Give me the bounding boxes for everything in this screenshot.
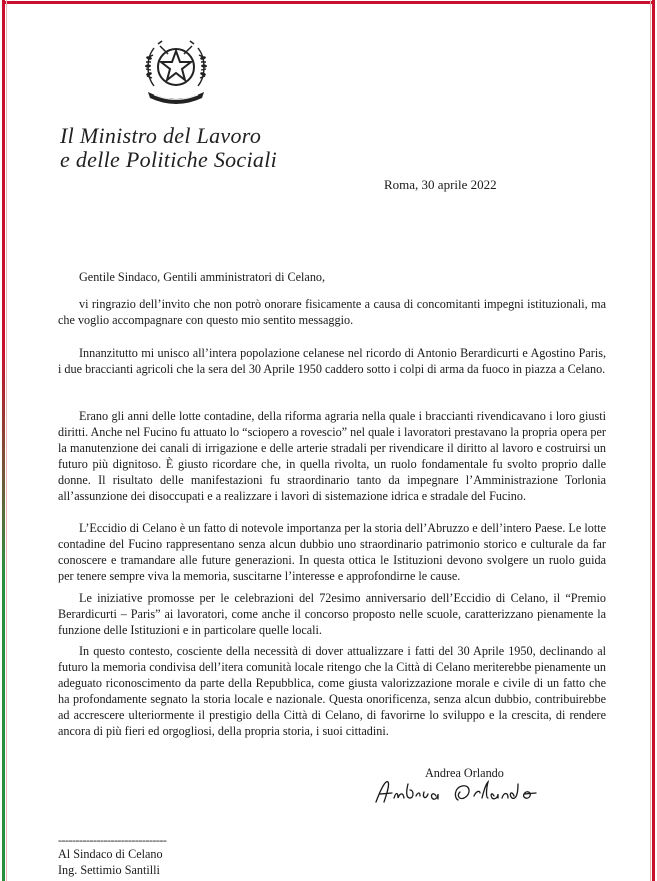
recipient-line1: Al Sindaco di Celano [58,847,163,861]
paragraph-5 [58,590,606,638]
ministry-title-line2: e delle Politiche Sociali [60,147,278,172]
paragraph-1 [58,296,606,328]
border-top-red [2,1,655,4]
border-inner-right [650,0,651,881]
paragraph-2 [58,345,606,377]
ministry-title-line1: Il Ministro del Lavoro [60,123,262,148]
handwritten-signature [370,776,550,808]
letter-date: Roma, 30 aprile 2022 [384,177,497,192]
paragraph-4 [58,520,606,584]
recipient-line2: Ing. Settimio Santilli [58,863,160,877]
paragraph-1-text: vi ringrazio dell’invito che non potrò onorare fisicamente a causa di concomitanti impegni istituzionali, ma che voglio accompagnare con questo mio sentito messaggio. [58,297,606,327]
border-right-red [652,0,655,881]
paragraph-3 [58,408,606,504]
paragraph-6-text: In questo contesto, cosciente della necessità di dover attualizzare i fatti del 30 Aprile 1950, declinando al futuro la memoria condivisa dell’itera comunità locale ritengo che la Città di Celano meriterebbe pienamente un adeguato riconoscimento da parte della Repubblica, come giusta valorizzazione morale e civile di un fatto che ha profondamente segnato la storia locale e nazionale. Questa onorificenza, senza alcun dubbio, contribuirebbe ad accrescere ulteriormente il prestigio della Città di Celano, di favorirne lo sviluppo e la crescita, di rendere ancora di più fieri ed orgogliosi, della propria storia, i suoi cittadini. [58,644,606,738]
paragraph-5-text: Le iniziative promosse per le celebrazioni del 72esimo anniversario dell’Eccidio di Celano, il “Premio Berardicurti – Paris” ai lavoratori, come anche il concorso proposto nelle scuole, caratterizzano pienamente la funzione delle Istituzioni e in particolare quelle locali. [58,591,606,637]
paragraph-3-text: Erano gli anni delle lotte contadine, della riforma agraria nella quale i braccianti rivendicavano i loro giusti diritti. Anche nel Fucino fu attuato lo “sciopero a rovescio” nel quale i lavoratori prestavano la propria opera per la manutenzione dei canali di irrigazione e delle arterie stradali per rivendicare il diritto al lavoro e costruirsi un futuro più dignitoso. È giusto ricordare che, in quella rivolta, un ruolo fondamentale fu svolto proprio dalle donne. Il risultato delle manifestazioni fu straordinario tanto da impegnare l’Amministrazione Torlonia all’assunzione dei disoccupati e a realizzare i lavori di sistemazione idrica e stradale del Fucino. [58,409,606,503]
ministry-title [60,124,277,172]
border-left-tricolor [2,0,5,881]
separator-dashes: ------------------------------- [58,833,167,847]
paragraph-2-text: Innanzitutto mi unisco all’intera popolazione celanese nel ricordo di Antonio Berardicurti e Agostino Paris, i due braccianti agricoli che la sera del 30 Aprile 1950 caddero sotto i colpi di arma da fuoco in piazza a Celano. [58,346,606,376]
signatory-name: Andrea Orlando [425,766,504,780]
recipient-block [58,846,163,878]
italian-republic-emblem-icon [140,34,212,108]
paragraph-4-text: L’Eccidio di Celano è un fatto di notevole importanza per la storia dell’Abruzzo e dell’intero Paese. Le lotte contadine del Fucino rappresentano senza alcun dubbio uno straordinario patrimonio storico e culturale da far conoscere e tramandare alle future generazioni. In questa ottica le Istituzioni devono svolgere un ruolo guida per tenere sempre viva la memoria, suscitarne l’interesse e approfondirne le cause. [58,521,606,583]
paragraph-6 [58,643,606,739]
salutation: Gentile Sindaco, Gentili amministratori di Celano, [79,270,326,284]
border-inner-left [6,0,7,881]
